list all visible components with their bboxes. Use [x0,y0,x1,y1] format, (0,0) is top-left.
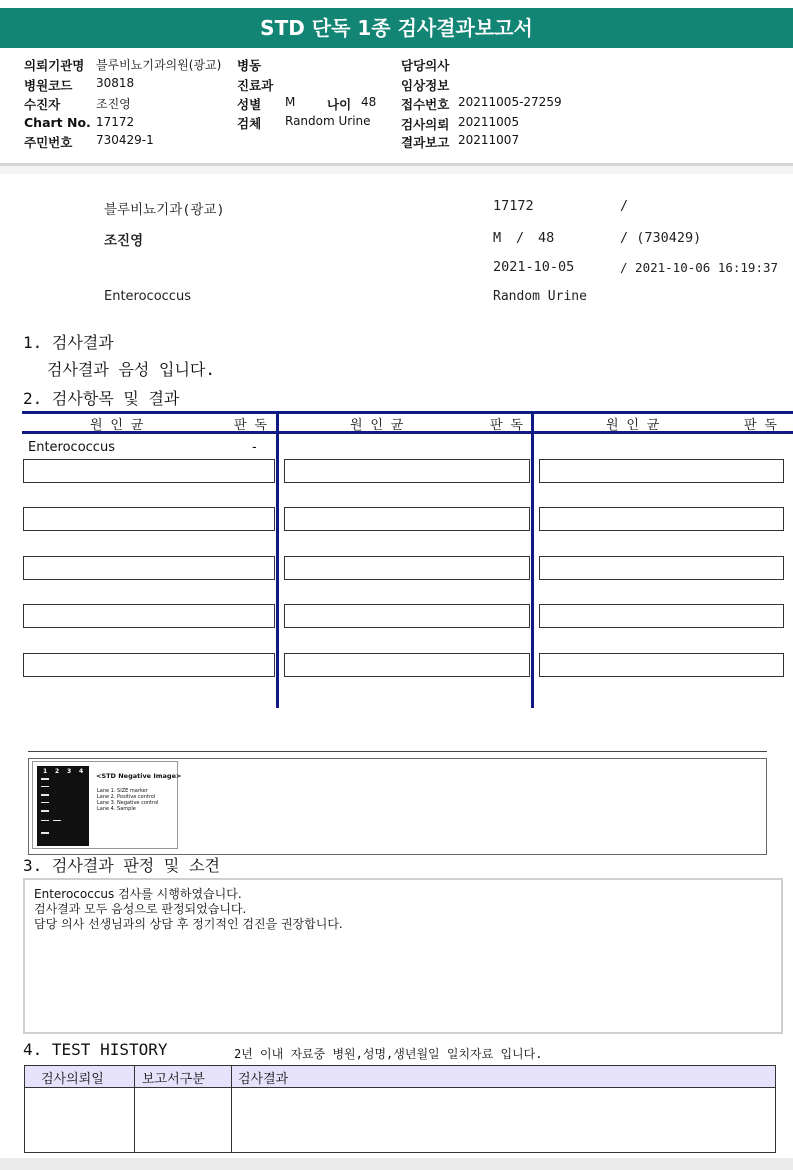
result-cell [23,507,275,531]
age-label: 나이 [327,97,352,112]
history-col-report-type: 보고서구분 [142,1072,205,1087]
col-judgement-header: 판 독 [490,418,523,433]
section-1-heading: 1. 검사결과 [23,333,114,352]
doctor-label: 담당의사 [401,58,450,73]
conclusion-line: 담당 의사 선생님과의 상담 후 정기적인 검진을 권장합니다. [34,917,343,931]
conclusion-line: 검사결과 모두 음성으로 판정되었습니다. [34,902,247,916]
dept-label: 진료과 [237,78,274,93]
table-divider-1 [276,411,279,708]
table-divider-2 [531,411,534,708]
result-statement: 검사결과 음성 입니다. [47,360,216,379]
marker-band [41,820,49,821]
section-4-heading: 4. TEST HISTORY [23,1040,168,1059]
gel-legend-item: Lane 4. Sample [97,806,136,812]
specimen-label: 검체 [237,116,262,131]
age-value: 48 [361,95,377,109]
page-bottom-bar [0,1158,793,1170]
result-cell [539,604,784,628]
gel-legend-item: Lane 2. Positive control [97,794,156,800]
history-col-result: 검사결과 [238,1072,289,1087]
marker-band [41,832,49,834]
gel-separator [28,751,767,752]
summary-birth: / (730429) [620,230,702,246]
id-no-label: 주민번호 [24,135,73,150]
summary-institution: 블루비뇨기과(광교) [104,202,225,218]
report-header [0,48,793,166]
id-no-value: 730429-1 [96,133,154,147]
sex-value: M [285,95,296,109]
summary-slash-age: / [516,230,525,246]
col-pathogen-header: 원 인 균 [350,418,404,433]
report-title: STD 단독 1종 검사결과보고서 [0,8,793,48]
summary-chart: 17172 [493,198,534,214]
marker-band [41,778,49,780]
lane-number: 1 [43,768,48,775]
patient-value: 조진영 [96,97,131,111]
col-judgement-header: 판 독 [744,418,777,433]
lane-number: 2 [55,768,60,775]
history-header-row [25,1066,775,1088]
result-cell [539,507,784,531]
summary-sex: M [493,230,502,246]
marker-band [41,786,49,787]
requested-label: 검사의뢰 [401,117,450,132]
accession-value: 20211005-27259 [458,95,562,109]
history-col-request-date: 검사의뢰일 [41,1072,104,1087]
section-2-heading: 2. 검사항목 및 결과 [23,389,180,408]
summary-specimen: Random Urine [493,289,587,304]
chart-no-value: 17172 [96,115,135,129]
result-cell [539,653,784,677]
history-note: 2년 이내 자료중 병원,성명,생년월일 일치자료 입니다. [234,1047,543,1061]
institution-label: 의뢰기관명 [24,58,85,73]
conclusion-line: Enterococcus 검사를 시행하였습니다. [34,887,242,901]
result-cell [539,459,784,483]
reported-label: 결과보고 [401,135,450,150]
lane-number: 3 [67,768,72,775]
lane-number: 4 [79,768,84,775]
accession-label: 접수번호 [401,97,450,112]
summary-slash: / [620,198,629,214]
result-pathogen: Enterococcus [28,440,115,455]
result-cell [284,556,530,580]
reported-value: 20211007 [458,133,520,147]
col-pathogen-header: 원 인 균 [606,418,660,433]
marker-band [41,794,49,796]
hospital-code-value: 30818 [96,76,135,90]
marker-band [41,810,49,812]
history-col-divider [134,1066,135,1152]
requested-value: 20211005 [458,115,520,129]
result-cell [284,507,530,531]
result-cell [284,604,530,628]
result-cell [284,653,530,677]
summary-report-time: / 2021-10-06 16:19:37 [620,260,779,275]
ward-label: 병동 [237,58,262,73]
patient-label: 수진자 [24,97,61,112]
chart-no-label: Chart No. [24,115,91,130]
history-table [24,1065,776,1153]
institution-value: 블루비뇨기과의원(광교) [96,58,222,72]
conclusion-box [23,878,783,1034]
summary-test: Enterococcus [104,289,191,304]
hospital-code-label: 병원코드 [24,78,73,93]
result-cell [23,653,275,677]
result-cell [539,556,784,580]
section-3-heading: 3. 검사결과 판정 및 소견 [23,856,220,875]
result-cell [23,604,275,628]
gel-legend-item: Lane 1. SIZE marker [97,788,148,794]
col-pathogen-header: 원 인 균 [90,418,144,433]
gel-electrophoresis [37,766,89,846]
history-col-divider [231,1066,232,1152]
col-judgement-header: 판 독 [234,418,267,433]
summary-patient: 조진영 [104,233,144,249]
result-cell [23,459,275,483]
gel-legend-item: Lane 3. Negative control [97,800,159,806]
specimen-value: Random Urine [285,114,371,128]
marker-band [41,802,49,803]
gel-image [32,761,182,849]
result-cell [23,556,275,580]
results-table [22,411,793,708]
sex-label: 성별 [237,97,262,112]
summary-date-received: 2021-10-05 [493,259,575,275]
result-judgement: - [252,440,257,455]
result-cell [284,459,530,483]
clinical-info-label: 임상정보 [401,78,450,93]
positive-control-band [53,820,61,821]
gel-title: <STD Negative Image> [96,772,182,780]
header-divider [0,166,793,174]
summary-age: 48 [538,230,555,246]
